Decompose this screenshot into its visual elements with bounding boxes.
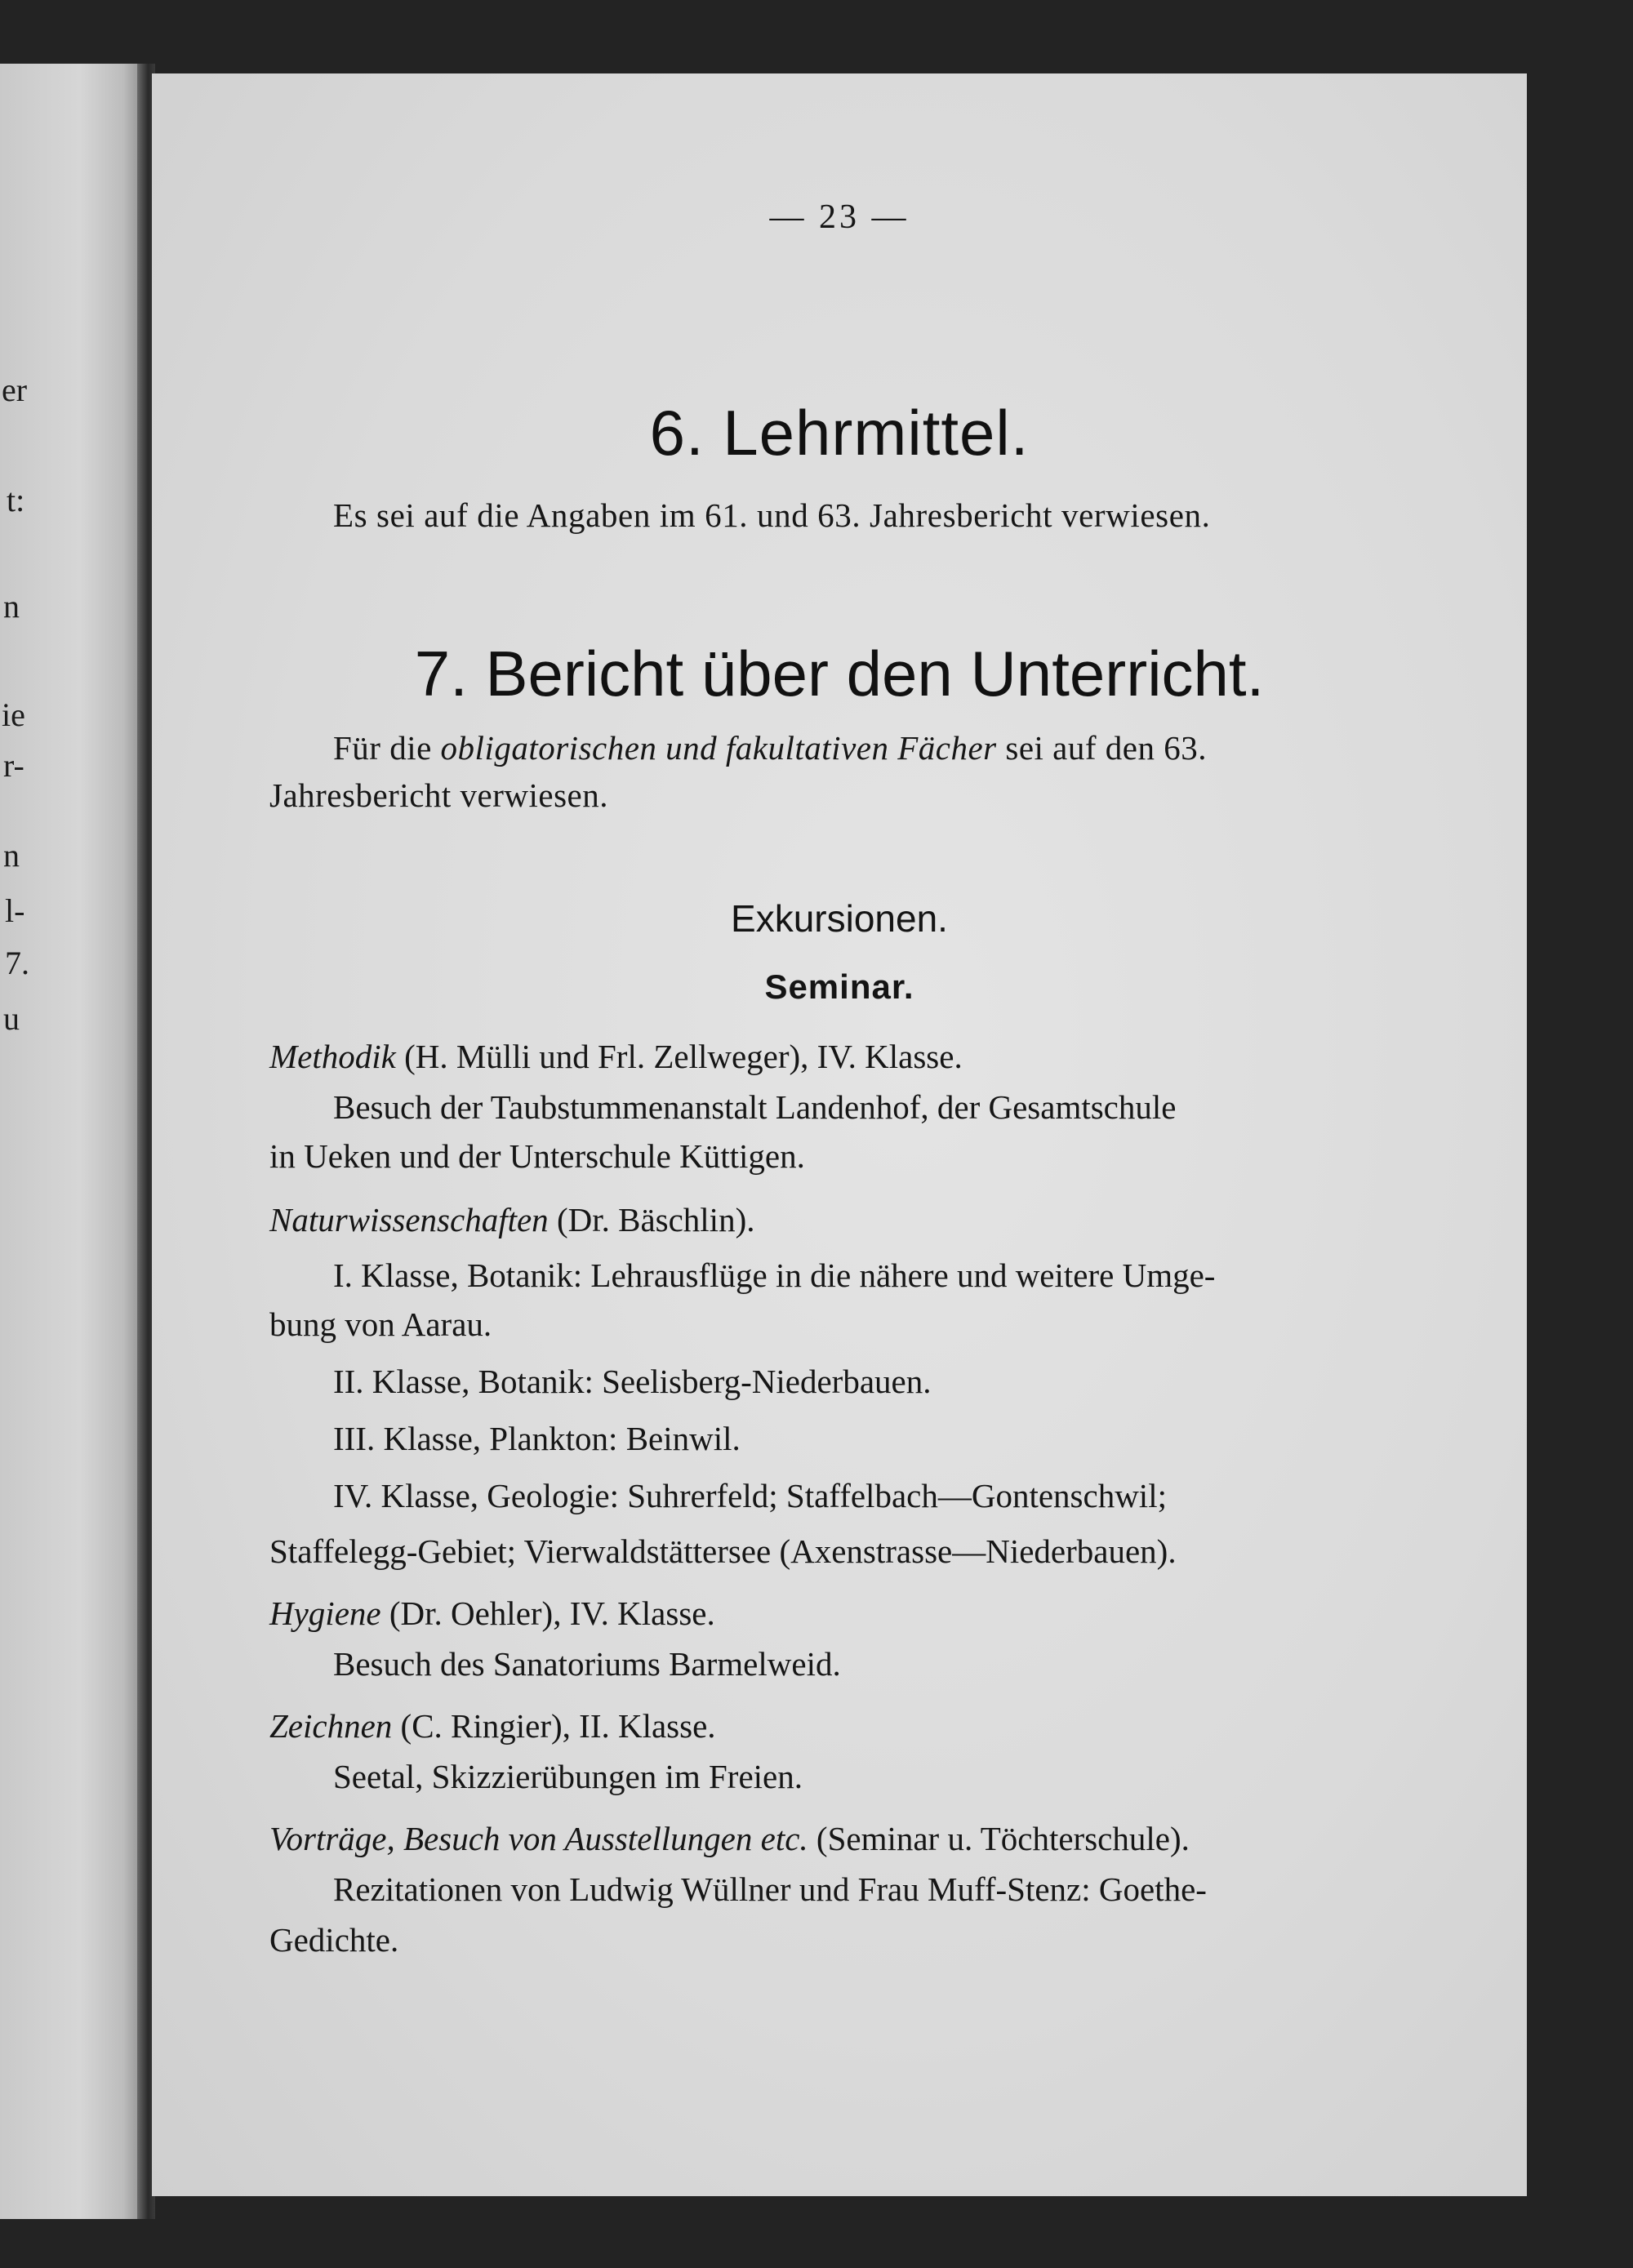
intro-prefix: Für die [333, 729, 432, 767]
excursion-entry-heading [269, 1200, 754, 1239]
entry-details: (Seminar u. Töchterschule). [816, 1820, 1190, 1857]
facing-page-fragment: u [3, 1000, 20, 1037]
entry-subject: Naturwissenschaften [269, 1201, 549, 1239]
entry-line: Besuch des Sanatoriums Barmelweid. [333, 1645, 841, 1683]
section-6-heading: 6. Lehrmittel. [649, 397, 1030, 469]
facing-page-fragment: er [2, 371, 28, 408]
facing-page-fragment: l- [5, 892, 25, 929]
entry-line: in Ueken und der Unterschule Küttigen. [269, 1137, 805, 1175]
excursion-entry-heading [269, 1037, 963, 1076]
entry-details: (C. Ringier), II. Klasse. [400, 1707, 716, 1745]
entry-subject: Zeichnen [269, 1707, 393, 1745]
intro-italic-subjects: obligatorischen und fakultativen Fächer [440, 729, 997, 767]
entry-details: (H. Mülli und Frl. Zellweger), IV. Klasse. [404, 1038, 963, 1075]
entry-subject: Hygiene [269, 1594, 381, 1632]
section-7-intro-line2: Jahresbericht verwiesen. [269, 776, 608, 814]
seminar-subheading: Seminar. [764, 967, 914, 1006]
facing-page-fragment: n [3, 837, 20, 874]
entry-line: II. Klasse, Botanik: Seelisberg-Niederbauen. [333, 1363, 932, 1400]
entry-line: I. Klasse, Botanik: Lehrausflüge in die nähere und weitere Umge- [333, 1256, 1216, 1294]
facing-page-fragment: 7. [5, 945, 29, 981]
facing-page-fragment: r- [3, 747, 24, 784]
entry-line: Seetal, Skizzierübungen im Freien. [333, 1758, 803, 1795]
entry-line: IV. Klasse, Geologie: Suhrerfeld; Staffelbach—Gontenschwil; [333, 1477, 1167, 1514]
intro-suffix: sei auf den 63. [1005, 729, 1207, 767]
excursions-heading: Exkursionen. [731, 897, 948, 940]
document-page [152, 73, 1527, 2196]
excursion-entry-heading [269, 1594, 715, 1633]
excursion-entry-heading [269, 1819, 1190, 1858]
entry-line: III. Klasse, Plankton: Beinwil. [333, 1420, 741, 1457]
facing-page-fragment: n [3, 588, 20, 625]
entry-subject: Methodik [269, 1038, 396, 1075]
entry-line: Staffelegg-Gebiet; Vierwaldstättersee (Axenstrasse—Niederbauen). [269, 1532, 1177, 1570]
entry-line: Gedichte. [269, 1921, 399, 1959]
entry-line: Rezitationen von Ludwig Wüllner und Frau Muff-Stenz: Goethe- [333, 1870, 1207, 1908]
section-7-heading: 7. Bericht über den Unterricht. [414, 638, 1265, 709]
entry-details: (Dr. Oehler), IV. Klasse. [389, 1594, 715, 1632]
page-number: — 23 — [769, 198, 910, 236]
entry-line: Besuch der Taubstummenanstalt Landenhof, der Gesamtschule [333, 1088, 1177, 1126]
entry-details: (Dr. Bäschlin). [556, 1201, 755, 1239]
facing-page-edge [0, 64, 145, 2219]
section-7-intro [333, 728, 1207, 767]
excursion-entry-heading [269, 1706, 716, 1745]
facing-page-fragment: ie [2, 696, 25, 733]
facing-page-fragment: t: [7, 482, 25, 518]
entry-subject: Vorträge, Besuch von Ausstellungen etc. [269, 1820, 808, 1857]
entry-line: bung von Aarau. [269, 1305, 492, 1343]
section-6-text: Es sei auf die Angaben im 61. und 63. Jahresbericht verwiesen. [333, 496, 1211, 534]
